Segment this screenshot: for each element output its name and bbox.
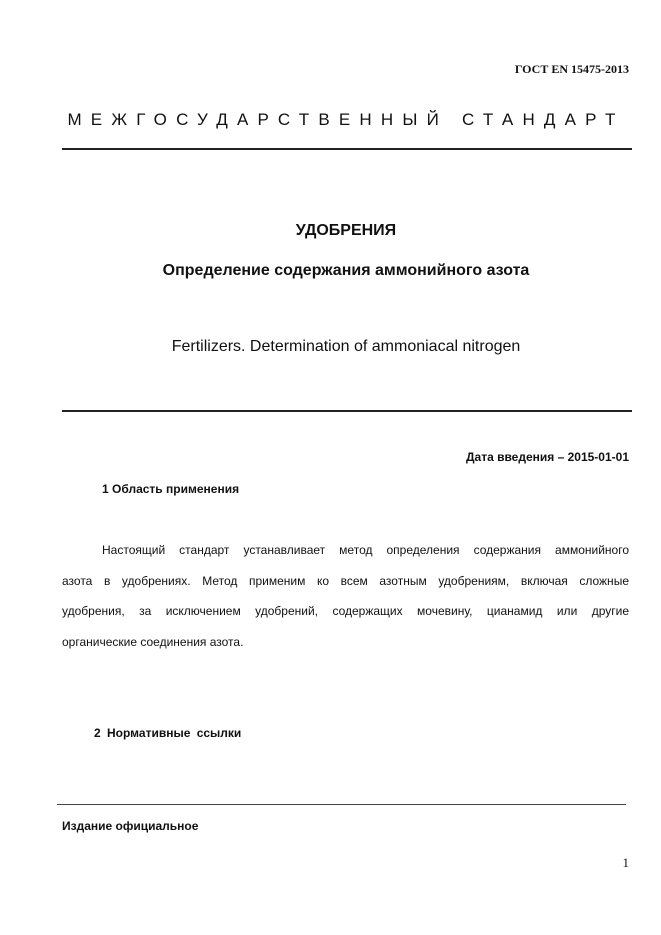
header-divider [62,148,632,150]
document-subtitle: Определение содержания аммонийного азота [162,262,530,279]
title-divider [62,410,632,412]
section-2-heading: 2 Нормативные ссылки [94,726,242,740]
document-title: УДОБРЕНИЯ [295,222,397,239]
section-1-line-4: органические соединения азота. [62,635,244,649]
standard-type-heading: МЕЖГОСУДАРСТВЕННЫЙ СТАНДАРТ [67,110,625,129]
footer-divider [57,804,626,805]
section-1-line-3: удобрения, за исключением удобрений, содержащих мочевину, цианамид или другие [62,604,629,618]
introduction-date: Дата введения – 2015-01-01 [465,450,629,464]
section-1-line-2: азота в удобрениях. Метод применим ко всем азотным удобрениям, включая сложные [62,574,629,588]
page-number: 1 [622,855,629,870]
standard-code: ГОСТ EN 15475-2013 [514,62,629,76]
document-title-english: Fertilizers. Determination of ammoniacal nitrogen [171,338,521,355]
section-1-heading: 1 Область применения [102,482,240,496]
edition-label: Издание официальное [62,819,199,833]
section-1-line-1: Настоящий стандарт устанавливает метод определения содержания аммонийного [102,543,629,557]
